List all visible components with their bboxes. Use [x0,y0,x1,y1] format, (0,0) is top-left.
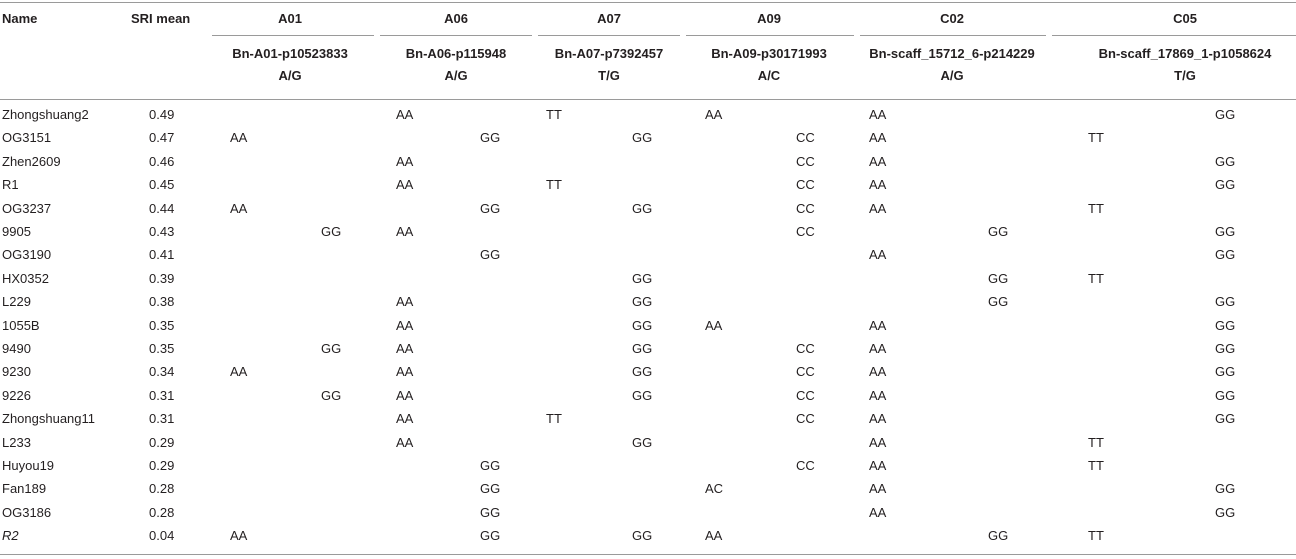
group-rule-c05 [1052,35,1296,36]
genotype-cell: GG [988,294,1009,309]
genotype-cell: TT [1088,435,1104,450]
genotype-cell: AA [869,411,887,426]
genotype-cell: GG [480,528,501,543]
group-rule-c02 [860,35,1046,36]
row-sri-mean: 0.41 [149,247,175,262]
row-name: Fan189 [2,481,47,496]
row-sri-mean: 0.29 [149,435,175,450]
genotype-cell: AA [396,411,414,426]
genotype-cell: TT [546,177,562,192]
genotype-cell: AA [869,505,887,520]
genotype-cell: GG [1215,224,1236,239]
genotype-cell: GG [480,458,501,473]
genotype-cell: AA [230,201,248,216]
header-alleles-a09: A/C [757,68,781,83]
genotype-cell: GG [1215,341,1236,356]
genotype-cell: CC [796,411,815,426]
row-name: R2 [2,528,19,543]
genotype-cell: AA [869,201,887,216]
row-sri-mean: 0.44 [149,201,175,216]
genotype-cell: AA [869,247,887,262]
genotype-cell: AA [396,294,414,309]
genotype-cell: GG [321,388,342,403]
header-alleles-a01: A/G [278,68,302,83]
header-chrom-c02: C02 [940,11,964,26]
genotype-cell: GG [632,435,653,450]
genotype-cell: GG [1215,388,1236,403]
row-name: OG3186 [2,505,52,520]
header-alleles-a06: A/G [444,68,468,83]
genotype-cell: CC [796,388,815,403]
genotype-cell: AA [869,388,887,403]
genotype-cell: TT [546,107,562,122]
genotype-cell: GG [1215,411,1236,426]
row-name: L229 [2,294,31,309]
header-chrom-a09: A09 [757,11,781,26]
genotype-cell: AC [705,481,724,496]
header-sri-mean: SRI mean [131,11,191,26]
header-marker-a09: Bn-A09-p30171993 [711,46,827,61]
genotype-cell: CC [796,341,815,356]
header-marker-a07: Bn-A07-p7392457 [554,46,664,61]
genotype-cell: GG [632,318,653,333]
row-sri-mean: 0.28 [149,481,175,496]
genotype-cell: GG [1215,505,1236,520]
header-alleles-c05: T/G [1174,68,1196,83]
row-name: OG3151 [2,130,52,145]
header-chrom-a06: A06 [444,11,468,26]
header-alleles-a07: T/G [598,68,620,83]
genotype-cell: AA [869,481,887,496]
genotype-cell: AA [869,341,887,356]
genotype-cell: GG [1215,247,1236,262]
genotype-cell: AA [230,130,248,145]
row-sri-mean: 0.29 [149,458,175,473]
genotype-cell: GG [1215,107,1236,122]
genotype-cell: GG [480,201,501,216]
row-name: R1 [2,177,19,192]
header-marker-c05: Bn-scaff_17869_1-p1058624 [1098,46,1272,61]
header-alleles-c02: A/G [940,68,964,83]
genotype-cell: GG [1215,294,1236,309]
genotype-cell: AA [869,107,887,122]
group-rule-a07 [538,35,680,36]
genotype-cell: CC [796,154,815,169]
genotype-cell: CC [796,177,815,192]
bottom-rule [0,554,1296,555]
row-name: OG3237 [2,201,52,216]
genotype-cell: GG [480,130,501,145]
row-sri-mean: 0.28 [149,505,175,520]
row-sri-mean: 0.35 [149,341,175,356]
genotype-cell: GG [480,481,501,496]
genotype-cell: TT [1088,458,1104,473]
top-rule [0,2,1296,3]
header-name: Name [2,11,38,26]
genotype-cell: GG [632,130,653,145]
genotype-cell: TT [546,411,562,426]
genotype-cell: AA [396,341,414,356]
row-sri-mean: 0.43 [149,224,175,239]
genotype-cell: AA [396,154,414,169]
row-name: Zhen2609 [2,154,61,169]
genotype-cell: GG [632,271,653,286]
genotype-cell: AA [869,364,887,379]
row-sri-mean: 0.38 [149,294,175,309]
row-name: Zhongshuang11 [2,411,96,426]
genotype-cell: AA [705,528,723,543]
row-sri-mean: 0.34 [149,364,175,379]
genotype-cell: AA [705,318,723,333]
group-rule-a06 [380,35,532,36]
row-sri-mean: 0.31 [149,411,175,426]
genotype-cell: TT [1088,130,1104,145]
row-name: 9905 [2,224,31,239]
genotype-cell: AA [396,318,414,333]
group-rule-a09 [686,35,854,36]
genotype-cell: GG [480,247,501,262]
genotype-cell: CC [796,224,815,239]
header-chrom-a07: A07 [597,11,621,26]
genotype-cell: GG [321,224,342,239]
genotype-cell: GG [632,341,653,356]
genotype-cell: AA [396,177,414,192]
row-sri-mean: 0.45 [149,177,175,192]
row-sri-mean: 0.47 [149,130,175,145]
header-marker-a06: Bn-A06-p115948 [405,46,507,61]
genotype-cell: AA [869,458,887,473]
genotype-cell: AA [396,388,414,403]
genotype-cell: AA [705,107,723,122]
row-sri-mean: 0.46 [149,154,175,169]
genotype-cell: AA [869,177,887,192]
genotype-cell: AA [230,364,248,379]
genotype-cell: GG [988,224,1009,239]
row-name: L233 [2,435,31,450]
genotype-cell: AA [396,224,414,239]
genotype-cell: AA [230,528,248,543]
row-name: 9230 [2,364,31,379]
genotype-cell: AA [869,154,887,169]
genotype-cell: CC [796,130,815,145]
genotype-cell: AA [869,435,887,450]
genotype-cell: AA [396,107,414,122]
genotype-cell: GG [988,528,1009,543]
genotype-cell: AA [869,318,887,333]
row-sri-mean: 0.39 [149,271,175,286]
genotype-cell: GG [632,528,653,543]
genotype-cell: GG [480,505,501,520]
header-chrom-a01: A01 [278,11,302,26]
genotype-cell: AA [396,435,414,450]
genotype-cell: CC [796,201,815,216]
row-sri-mean: 0.35 [149,318,175,333]
row-name: HX0352 [2,271,49,286]
row-name: 9490 [2,341,31,356]
row-name: 9226 [2,388,31,403]
genotype-cell: GG [1215,177,1236,192]
genotype-cell: AA [869,130,887,145]
header-rule [0,99,1296,100]
genotype-cell: GG [988,271,1009,286]
genotype-cell: GG [1215,318,1236,333]
row-name: 1055B [2,318,40,333]
row-name: Zhongshuang2 [2,107,89,122]
genotype-cell: TT [1088,201,1104,216]
header-marker-c02: Bn-scaff_15712_6-p214229 [869,46,1035,61]
genotype-cell: CC [796,458,815,473]
row-sri-mean: 0.04 [149,528,175,543]
header-chrom-c05: C05 [1173,11,1197,26]
genotype-cell: TT [1088,528,1104,543]
genotype-cell: GG [632,201,653,216]
genotype-cell: GG [1215,364,1236,379]
genotype-cell: GG [632,388,653,403]
genotype-cell: GG [632,294,653,309]
row-name: OG3190 [2,247,52,262]
genotype-cell: AA [396,364,414,379]
genotype-cell: GG [632,364,653,379]
genotype-cell: GG [1215,481,1236,496]
genotype-cell: GG [1215,154,1236,169]
header-marker-a01: Bn-A01-p10523833 [232,46,348,61]
row-name: Huyou19 [2,458,55,473]
group-rule-a01 [212,35,374,36]
genotype-cell: TT [1088,271,1104,286]
row-sri-mean: 0.49 [149,107,175,122]
row-sri-mean: 0.31 [149,388,175,403]
genotype-cell: GG [321,341,342,356]
genotype-cell: CC [796,364,815,379]
